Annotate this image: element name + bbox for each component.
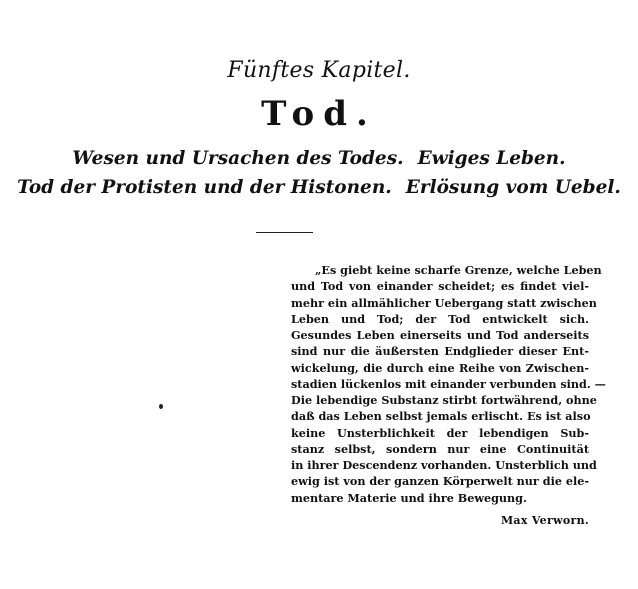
- quote-line: Die lebendige Substanz stirbt fortwährend, ohne: [291, 393, 597, 407]
- quote-author: Max Verworn.: [500, 514, 589, 527]
- subtitle-line-2: [0, 177, 638, 198]
- quote-line: und Tod von einander scheidet; es findet viel-: [291, 279, 589, 294]
- quote-line: stadien lückenlos mit einander verbunden sind. —: [291, 376, 606, 391]
- quote-line: „Es giebt keine scharfe Grenze, welche Leben: [315, 263, 602, 277]
- epigraph-quote: [291, 262, 606, 506]
- quote-line: stanz selbst, sondern nur eine Continuität: [291, 441, 589, 456]
- chapter-heading: Fünftes Kapitel.: [227, 58, 411, 83]
- quote-line: Leben und Tod; der Tod entwickelt sich.: [291, 311, 589, 326]
- section-divider: [256, 232, 313, 233]
- quote-line: ewig ist von der ganzen Körperwelt nur die ele-: [291, 474, 589, 489]
- quote-line: mentare Materie und ihre Bewegung.: [291, 490, 527, 505]
- subtitle-phrase: Tod der Protisten und der Histonen.: [17, 177, 392, 198]
- subtitle-phrase: Ewiges Leben.: [417, 148, 566, 169]
- subtitle-phrase: Wesen und Ursachen des Todes.: [72, 148, 404, 169]
- quote-line: daß das Leben selbst jemals erlischt. Es ist also: [291, 409, 591, 424]
- quote-line: wickelung, die durch eine Reihe von Zwischen-: [291, 360, 589, 375]
- subtitle-line-1: [0, 148, 638, 169]
- print-speck: [159, 404, 163, 409]
- subtitle-phrase: Erlösung vom Uebel.: [405, 177, 621, 198]
- quote-line: mehr ein allmählicher Uebergang statt zwischen: [291, 295, 597, 310]
- quote-line: keine Unsterblichkeit der lebendigen Sub-: [291, 425, 589, 440]
- quote-line: in ihrer Descendenz vorhanden. Unsterblich und: [291, 458, 597, 472]
- quote-line: Gesundes Leben einerseits und Tod anderseits: [291, 328, 589, 342]
- chapter-title: Tod.: [261, 94, 377, 134]
- quote-line: sind nur die äußersten Endglieder dieser Ent-: [291, 344, 589, 359]
